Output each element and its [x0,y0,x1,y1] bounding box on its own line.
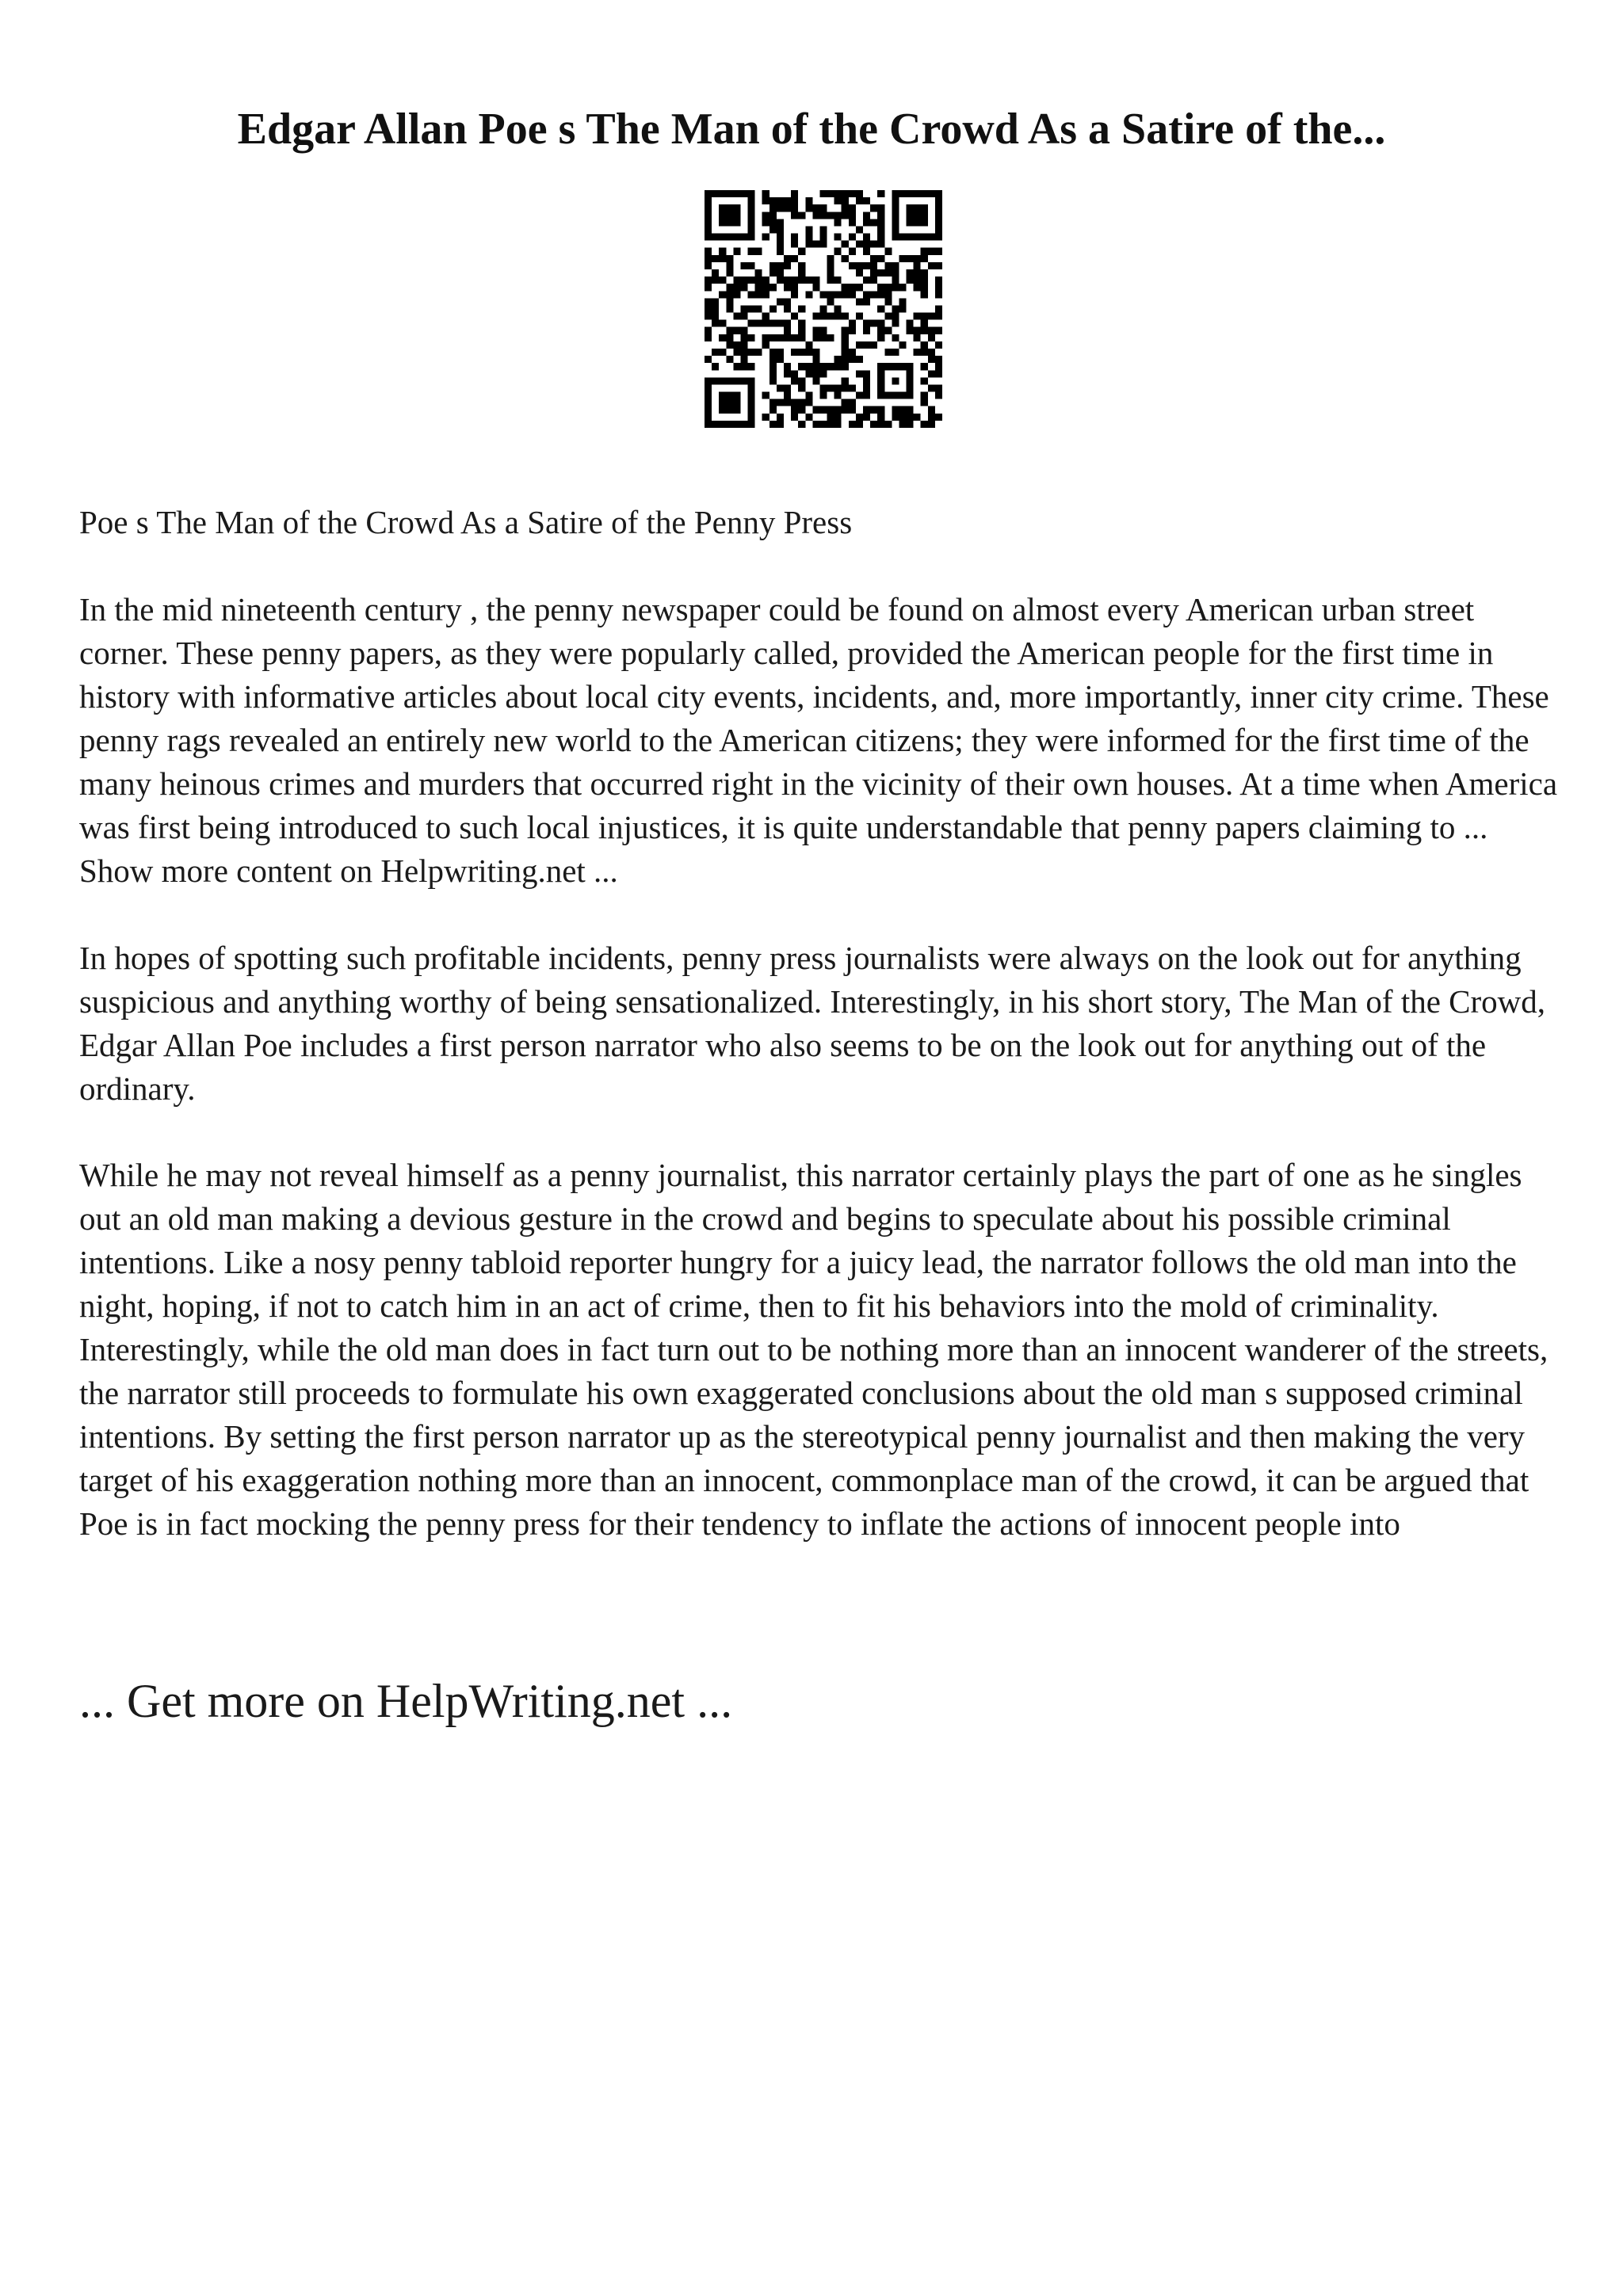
paragraph-2: In hopes of spotting such profitable incidents, penny press journalists were always on the look out for anything suspicious and anything worthy of being sensationalized. Interestingly, in his short story, The Man of the Crowd, Edgar Allan Poe includes a first person narrator who also seems to be on the look out for anything out of the ordinary. [79,940,1546,1107]
qr-code-icon [705,190,942,428]
paragraph-1: In the mid nineteenth century , the penny newspaper could be found on almost every American urban street corner. These penny papers, as they were popularly called, provided the American people for the first time in history with informative articles about local city events, incidents, and, more importantly, inner city crime. These penny rags revealed an entirely new world to the American citizens; they were informed for the first time of the many heinous crimes and murders that occurred right in the vicinity of their own houses. At a time when America was first being introduced to such local injustices, it is quite understandable that penny papers claiming to ... Show more content on Helpwriting.net ... [79,591,1558,889]
paragraph-3: While he may not reveal himself as a penny journalist, this narrator certainly plays the part of one as he singles out an old man making a devious gesture in the crowd and begins to speculate about his possible criminal intentions. Like a nosy penny tabloid reporter hungry for a juicy lead, the narrator follows the old man into the night, hoping, if not to catch him in an act of crime, then to fit his behaviors into the mold of criminality. Interestingly, while the old man does in fact turn out to be nothing more than an innocent wanderer of the streets, the narrator still proceeds to formulate his own exaggerated conclusions about the old man s supposed criminal intentions. By setting the first person narrator up as the stereotypical penny journalist and then making the very target of his exaggeration nothing more than an innocent, commonplace man of the crowd, it can be argued that Poe is in fact mocking the penny press for their tendency to inflate the actions of innocent people into [79,1157,1549,1542]
document-title: Edgar Allan Poe s The Man of the Crowd As a Satire of the... [237,105,1386,154]
document-subtitle: Poe s The Man of the Crowd As a Satire of the Penny Press [79,504,853,540]
get-more-link[interactable]: ... Get more on HelpWriting.net ... [79,1675,733,1727]
